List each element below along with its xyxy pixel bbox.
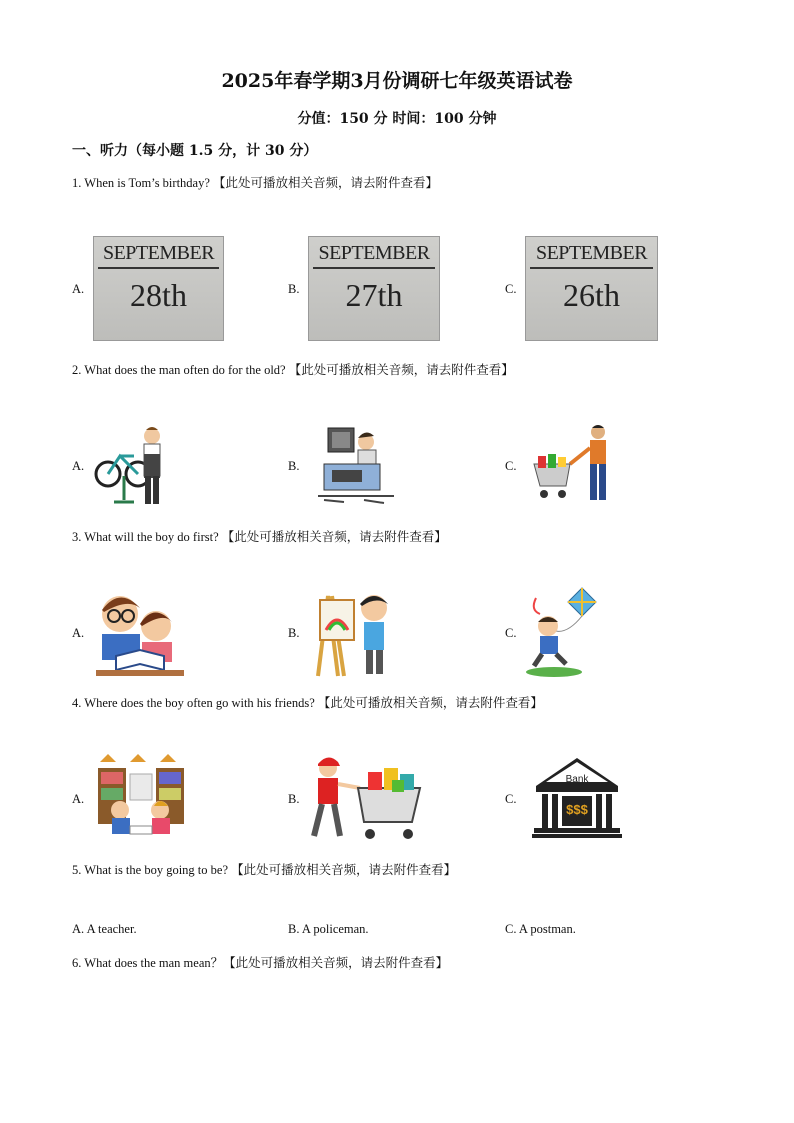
audio-note: 【此处可播放相关音频，请去附件查看】 (231, 862, 457, 877)
bank-sign: Bank (565, 774, 589, 785)
calendar-month: SEPTEMBER (535, 242, 648, 264)
option-label: C. (505, 459, 517, 473)
option-label: A. (72, 792, 85, 806)
calendar-image-c (525, 236, 658, 341)
option-label: B. (288, 922, 300, 936)
audio-note: 【此处可播放相关音频，请去附件查看】 (288, 362, 514, 377)
page-title: 2025年春学期3月份调研七年级英语试卷 (221, 70, 573, 92)
option-label: B. (288, 459, 300, 473)
computer-repair-icon (314, 424, 400, 506)
calendar-month: SEPTEMBER (102, 242, 215, 264)
option-a (72, 922, 137, 937)
option-label: C. (505, 792, 517, 806)
question-4 (72, 693, 543, 711)
option-text: A postman. (518, 922, 576, 936)
calendar-day: 28th (130, 277, 187, 313)
option-c (505, 922, 576, 937)
option-label: C. (505, 922, 517, 936)
option-label: A. (72, 459, 85, 473)
option-label: B. (288, 282, 300, 296)
option-text: A policeman. (301, 922, 369, 936)
calendar-image-b (308, 236, 440, 341)
section-heading: 一、听力（每小题 1.5 分，计 30 分） (72, 143, 318, 159)
exam-info: 分值：150 分 时间：100 分钟 (297, 111, 497, 127)
calendar-day: 27th (345, 277, 403, 313)
question-1 (72, 173, 438, 191)
audio-note: 【此处可播放相关音频，请去附件查看】 (317, 695, 543, 710)
calendar-image-a (93, 236, 224, 341)
option-label: A. (72, 282, 85, 296)
shopping-cart-man-icon (530, 424, 618, 506)
question-6 (72, 953, 448, 971)
audio-note: 【此处可播放相关音频，请去附件查看】 (223, 955, 449, 970)
painting-boy-icon (310, 588, 400, 678)
bike-repair-icon (94, 424, 170, 508)
option-label: B. (288, 792, 300, 806)
option-label: C. (505, 282, 517, 296)
question-2 (72, 360, 514, 378)
question-text: 4. Where does the boy often go with his friends? (72, 696, 318, 710)
question-3 (72, 527, 447, 545)
option-label: C. (505, 626, 517, 640)
supermarket-icon (308, 754, 430, 844)
question-text: 6. What does the man mean？ (72, 956, 224, 970)
option-b (288, 922, 369, 937)
calendar-day: 26th (563, 277, 620, 313)
question-text: 5. What is the boy going to be? (72, 863, 232, 877)
option-text: A teacher. (86, 922, 137, 936)
calendar-month: SEPTEMBER (318, 242, 430, 264)
library-icon (94, 754, 188, 840)
audio-note: 【此处可播放相关音频，请去附件查看】 (221, 529, 447, 544)
question-text: 1. When is Tom’s birthday? (72, 176, 214, 190)
option-label: A. (72, 922, 85, 936)
question-5 (72, 860, 456, 878)
kite-boy-icon (526, 586, 600, 678)
question-text: 3. What will the boy do first? (72, 530, 222, 544)
option-label: A. (72, 626, 85, 640)
audio-note: 【此处可播放相关音频，请去附件查看】 (213, 175, 439, 190)
bank-icon (532, 756, 622, 838)
option-label: B. (288, 626, 300, 640)
bank-money: $$$ (566, 802, 588, 817)
reading-kids-icon (94, 590, 186, 678)
question-text: 2. What does the man often do for the old? (72, 363, 289, 377)
